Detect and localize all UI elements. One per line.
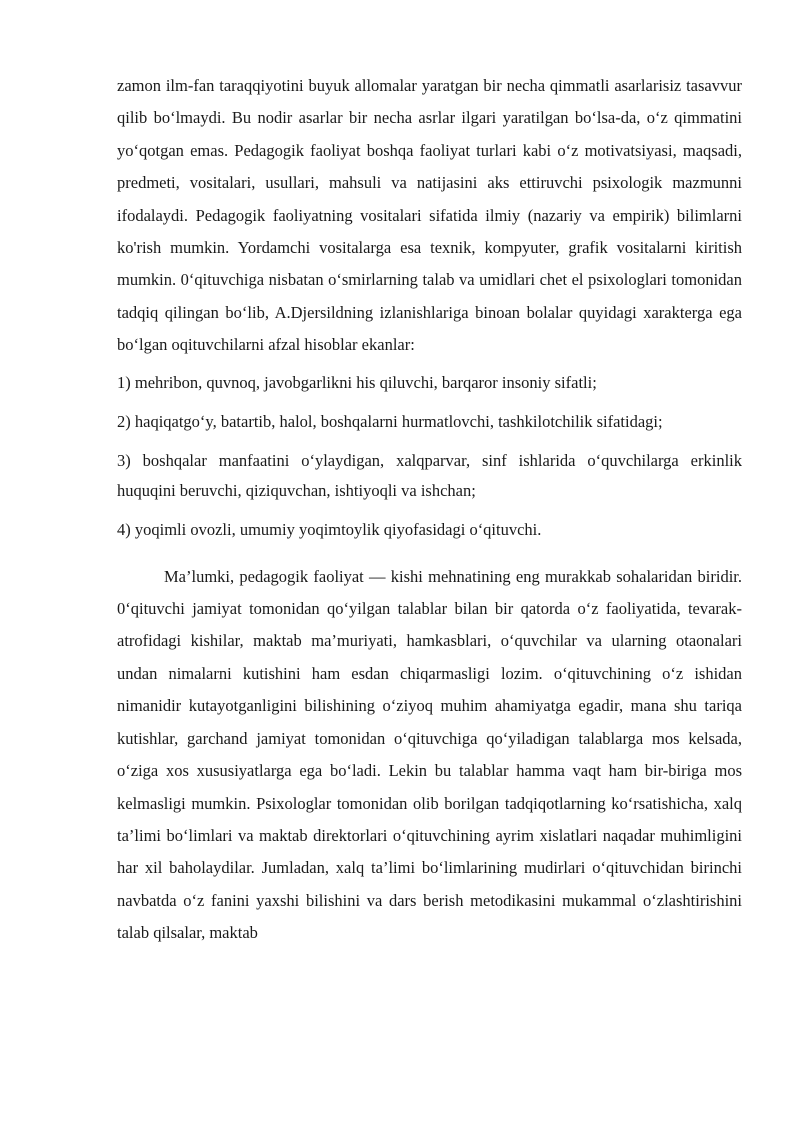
document-page xyxy=(117,70,742,950)
list-item: 1) mehribon, quvnoq, javobgarlikni his qiluvchi, barqaror insoniy sifatli; xyxy=(117,372,597,392)
list-item: 3) boshqalar manfaatini o‘ylaydigan, xalqparvar, sinf ishlarida o‘quvchilarga erkinlik huquqini beruvchi, qiziquvchan, ishtiyoqli va ishchan; xyxy=(117,450,742,500)
paragraph: Ma’lumki, pedagogik faoliyat — kishi mehnatining eng murakkab sohalaridan biridir. 0‘qituvchi jamiyat tomonidan qo‘yilgan talablar bilan bir qatorda o‘z faoliyatida, tevarak-atrofidagi kishilar, maktab ma’muriyati, hamkasblari, o‘quvchilar va ularning otaonalari undan nimalarni kutishini ham esdan chiqarmasligi lozim. o‘qituvchining o‘z ishidan nimanidir kutayotganligini bilishining o‘ziyoq muhim ahamiyatga egadir, mana shu tariqa kutishlar, garchand jamiyat tomonidan o‘qituvchiga qo‘yiladigan talablarga mos kelsada, o‘ziga xos xususiyatlarga ega bo‘ladi. Lekin bu talablar hamma vaqt ham bir-biriga mos kelmasligi mumkin. Psixologlar tomonidan olib borilgan tadqiqotlarning ko‘rsatishicha, xalq ta’limi bo‘limlari va maktab direktorlari o‘qituvchining ayrim xislatlari naqadar muhimligini har xil baholaydilar. Jumladan, xalq ta’limi bo‘limlarining mudirlari o‘qituvchidan birinchi navbatda o‘z fanini yaxshi bilishini va dars berish metodikasini mukammal o‘zlashtirishini talab qilsalar, maktab xyxy=(117,566,742,943)
paragraph: zamon ilm-fan taraqqiyotini buyuk allomalar yaratgan bir necha qimmatli asarlarisiz tasavvur qilib bo‘lmaydi. Bu nodir asarlar bir necha asrlar ilgari yaratilgan bo‘lsa-da, o‘z qimmatini yo‘qotgan emas. Pedagogik faoliyat boshqa faoliyat turlari kabi o‘z motivatsiyasi, maqsadi, predmeti, vositalari, usullari, mahsuli va natijasini aks ettiruvchi psixologik mazmunni ifodalaydi. Pedagogik faoliyatning vositalari sifatida ilmiy (nazariy va empirik) bilimlarni ko'rish mumkin. Yordamchi vositalarga esa texnik, kompyuter, grafik vositalarni kiritish mumkin. 0‘qituvchiga nisbatan o‘smirlarning talab va umidlari chet el psixologlari tomonidan tadqiq qilingan bo‘lib, A.Djersildning izlanishlariga binoan bolalar quyidagi xarakterga ega bo‘lgan oqituvchilarni afzal hisoblar ekanlar: xyxy=(117,76,742,355)
list-item: 4) yoqimli ovozli, umumiy yoqimtoylik qiyofasidagi o‘qituvchi. xyxy=(117,519,542,539)
list-item: 2) haqiqatgo‘y, batartib, halol, boshqalarni hurmatlovchi, tashkilotchilik sifatidagi; xyxy=(117,411,663,431)
